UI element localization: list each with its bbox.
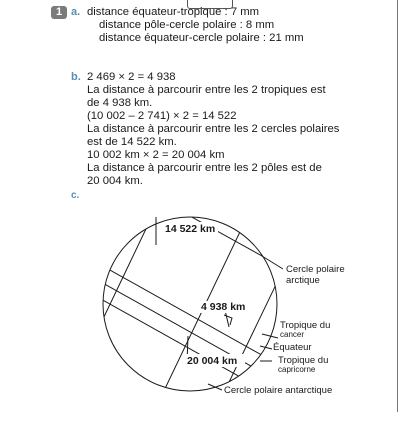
part-b-line-3: de 4 938 km.	[87, 97, 153, 109]
part-a-line-3: distance équateur-cercle polaire : 21 mm	[99, 32, 304, 44]
meridian-line-left	[92, 210, 155, 342]
polar-distance-label: 14 522 km	[165, 223, 216, 235]
part-b-line-4: (10 002 – 2 741) × 2 = 14 522	[87, 110, 237, 122]
tropic-distance-label: 4 938 km	[201, 301, 246, 313]
part-a-line-1: distance équateur-tropique : 7 mm	[87, 6, 260, 18]
part-a-line-2: distance pôle-cercle polaire : 8 mm	[99, 19, 275, 31]
cancer-caption-line-1: Tropique du	[280, 320, 331, 331]
arctic-caption-line-1: Cercle polaire	[286, 264, 345, 275]
part-c-label: c.	[71, 190, 80, 201]
part-b-label: b.	[71, 71, 81, 83]
arctic-caption-line-2: arctique	[286, 275, 320, 286]
antarctic-caption: Cercle polaire antarctique	[224, 385, 333, 396]
part-b-line-7: 10 002 km × 2 = 20 004 km	[87, 149, 225, 161]
capricorn-caption-line-2: capricorne	[278, 365, 316, 374]
part-b-line-5: La distance à parcourir entre les 2 cercles polaires	[87, 123, 340, 135]
part-a-label: a.	[71, 6, 81, 18]
part-b-line-9: 20 004 km.	[87, 175, 143, 187]
arctic-leader	[262, 256, 283, 269]
part-b-line-2: La distance à parcourir entre les 2 tropiques est	[87, 84, 326, 96]
part-b-line-1: 2 469 × 2 = 4 938	[87, 71, 176, 83]
cancer-caption-line-2: cancer	[280, 330, 305, 339]
poles-distance-label: 20 004 km	[187, 355, 238, 367]
exercise-number-badge: 1	[51, 6, 67, 19]
equator-caption: Équateur	[273, 342, 312, 353]
capricorn-caption-line-1: Tropique du	[278, 355, 329, 366]
part-b-line-6: est de 14 522 km.	[87, 136, 177, 148]
part-b-line-8: La distance à parcourir entre les 2 pôles est de	[87, 162, 322, 174]
